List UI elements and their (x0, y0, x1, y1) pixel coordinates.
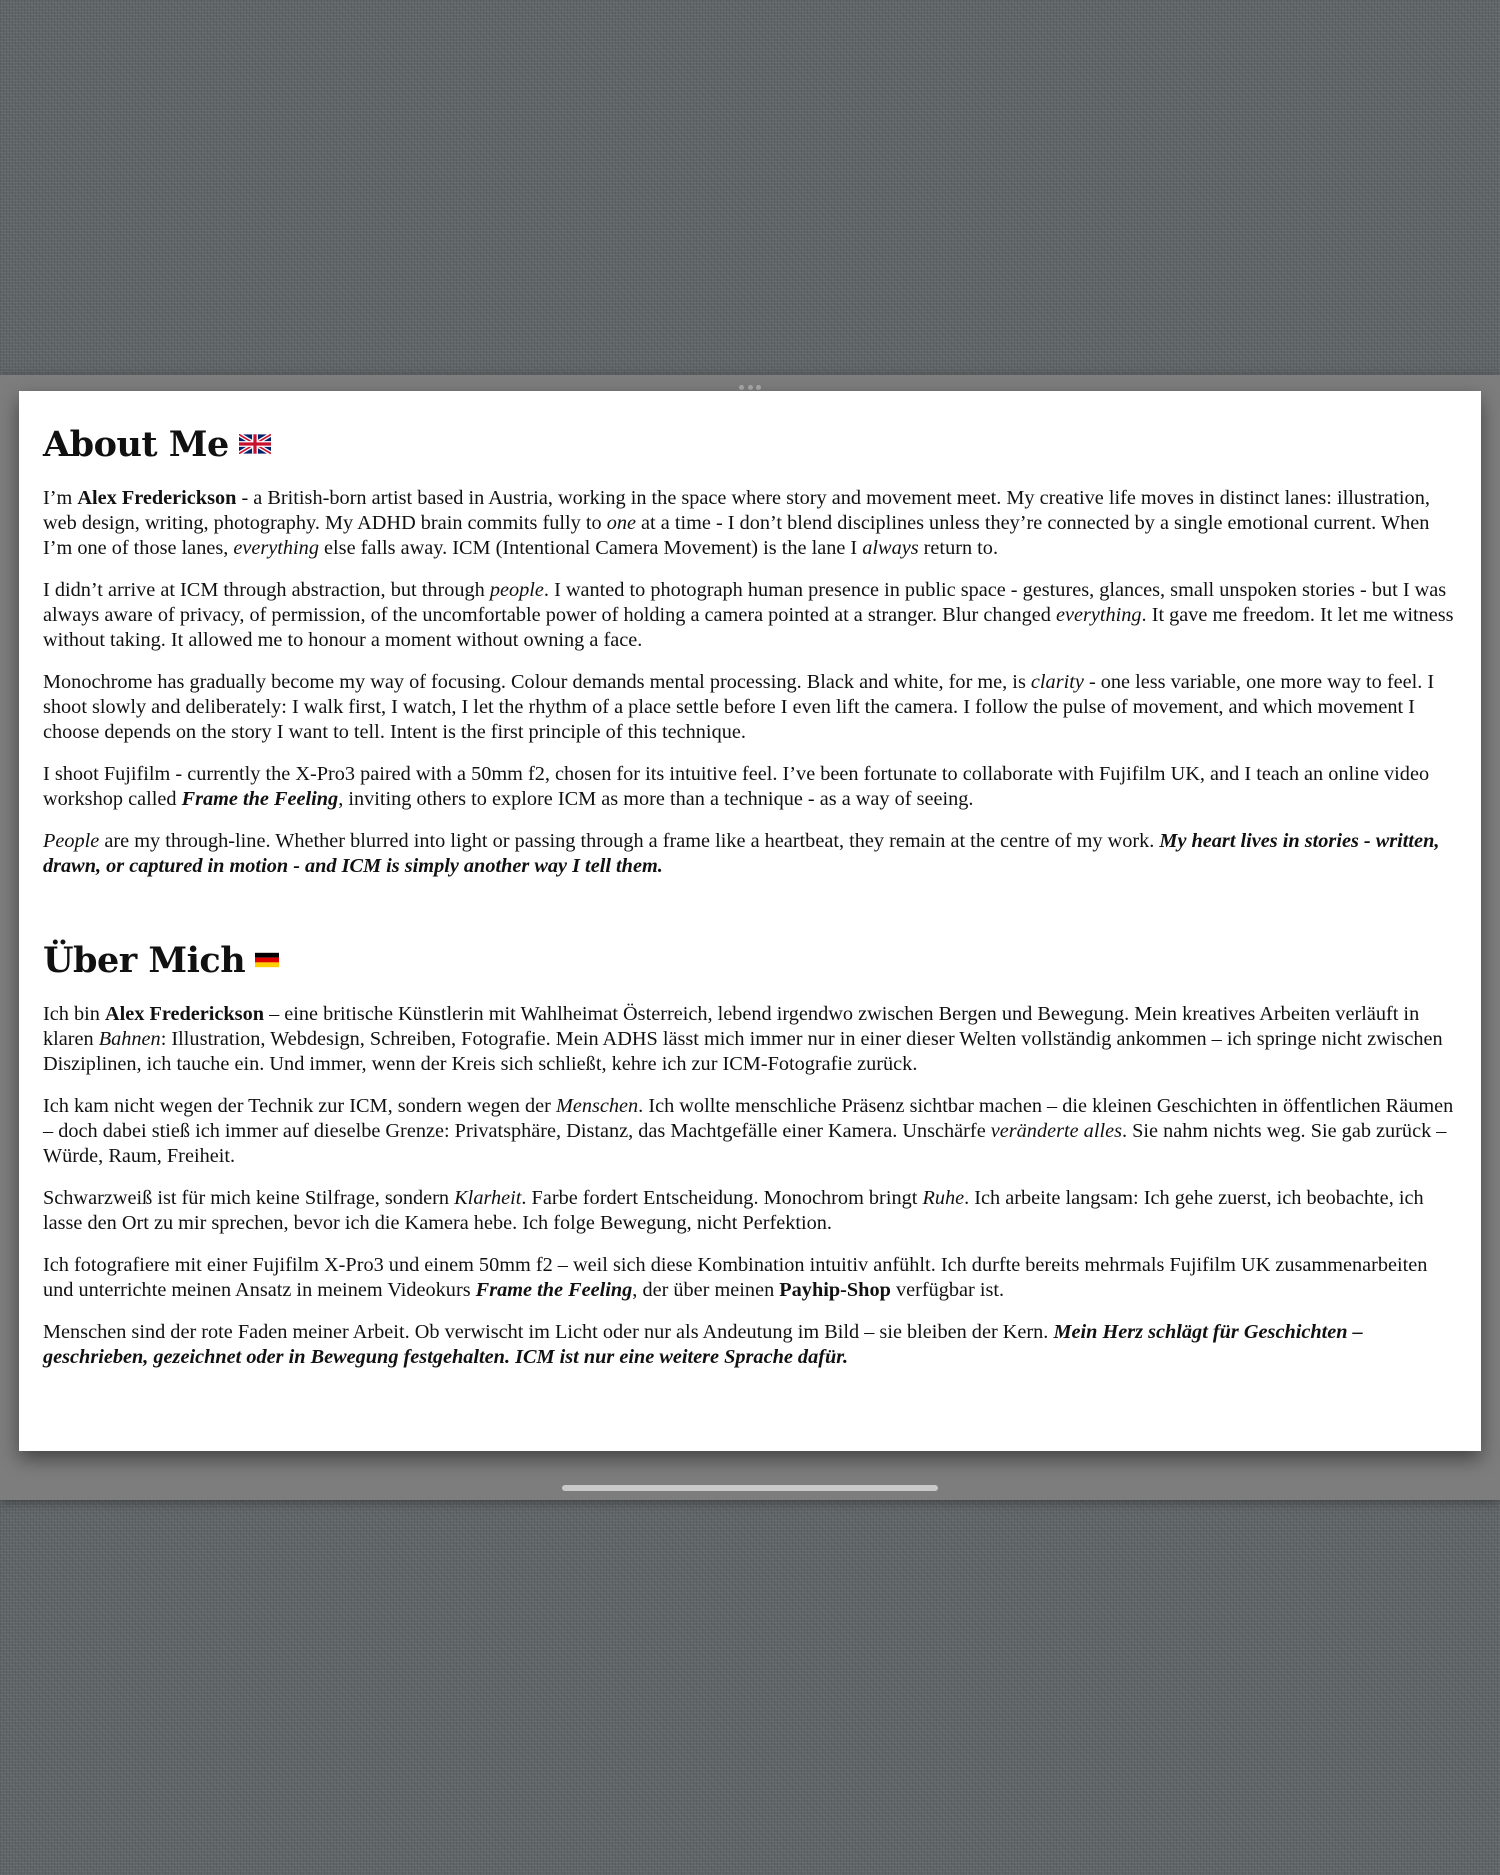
text-segment: - a British-born artist based in Austria, working in the space where story and movement meet. My creative life moves in distinct lanes: illustration, web design, writing, photography. My ADHD brain commits fully to (43, 487, 1430, 534)
ueber-paragraph-3 (43, 1186, 1459, 1236)
course-title: Frame the Feeling (181, 788, 339, 810)
emphasis: People (43, 830, 100, 852)
ueber-mich-heading (43, 939, 1459, 983)
text-segment: . Farbe fordert Entscheidung. Monochrom bringt (521, 1187, 923, 1209)
emphasis: Ruhe (922, 1187, 965, 1209)
closing-statement: Mein Herz schlägt für Geschichten – geschrieben, gezeichnet oder in Bewegung festgehalten. ICM ist nur eine weitere Sprache dafür. (43, 1321, 1363, 1368)
text-segment: , inviting others to explore ICM as more than a technique - as a way of seeing. (338, 788, 974, 810)
about-paragraph-3 (43, 670, 1459, 745)
text-segment: I didn’t arrive at ICM through abstraction, but through (43, 579, 490, 601)
emphasis: one (606, 512, 636, 534)
emphasis: clarity (1030, 671, 1084, 693)
text-segment: - one less variable, one more way to feel. I shoot slowly and deliberately: I walk first, I watch, I let the rhythm of a place settle before I even lift the camera. I follow the pulse of movement, and which movement I choose depends on the story I want to tell. Intent is the first principle of this technique. (43, 671, 1435, 743)
ueber-paragraph-1 (43, 1002, 1459, 1077)
text-segment: Ich fotografiere mit einer Fujifilm X-Pro3 und einem 50mm f2 – weil sich diese Kombination intuitiv anfühlt. Ich durfte bereits mehrmals Fujifilm UK zusammenarbeiten und unterrichte meinen Ansatz in meinem Videokurs (43, 1254, 1428, 1301)
text-segment: are my through-line. Whether blurred into light or passing through a frame like a heartbeat, they remain at the centre of my work. (99, 830, 1160, 852)
text-segment: verfügbar ist. (890, 1279, 1005, 1301)
text-segment: : Illustration, Webdesign, Schreiben, Fotografie. Mein ADHS lässt mich immer nur in einer dieser Welten vollständig ankommen – ich springe nicht zwischen Disziplinen, ich tauche ein. Und immer, wenn der Kreis sich schließt, kehre ich zur ICM-Fotografie zurück. (43, 1028, 1443, 1075)
germany-flag-icon (255, 952, 279, 968)
closing-statement: My heart lives in stories - written, drawn, or captured in motion - and ICM is simply another way I tell them. (43, 830, 1440, 877)
text-segment: Menschen sind der rote Faden meiner Arbeit. Ob verwischt im Licht oder nur als Andeutung im Bild – sie bleiben der Kern. (43, 1321, 1054, 1343)
text-segment: at a time - I don’t blend disciplines unless they’re connected by a single emotional current. When I’m one of those lanes, (43, 512, 1430, 559)
ueber-paragraph-4 (43, 1253, 1459, 1303)
emphasis: Bahnen (98, 1028, 161, 1050)
emphasis: Menschen (555, 1095, 639, 1117)
text-segment: Monochrome has gradually become my way of focusing. Colour demands mental processing. Black and white, for me, is (43, 671, 1031, 693)
text-segment: . Sie nahm nichts weg. Sie gab zurück – Würde, Raum, Freiheit. (43, 1120, 1447, 1167)
text-segment: – eine britische Künstlerin mit Wahlheimat Österreich, lebend irgendwo zwischen Bergen und Bewegung. Mein kreatives Arbeiten verläuft in klaren (43, 1003, 1420, 1050)
text-segment: I’m (43, 487, 78, 509)
text-segment: Ich kam nicht wegen der Technik zur ICM, sondern wegen der (43, 1095, 556, 1117)
text-segment: . Ich arbeite langsam: Ich gehe zuerst, ich beobachte, ich lasse den Ort zu mir sprechen, bevor ich die Kamera hebe. Ich folge Bewegung, nicht Perfektion. (43, 1187, 1424, 1234)
drag-handle-dot (748, 385, 753, 390)
about-paragraph-2 (43, 578, 1459, 653)
emphasis: people (489, 579, 544, 601)
about-paragraph-1 (43, 486, 1459, 561)
text-segment: return to. (918, 537, 999, 559)
ueber-paragraph-5 (43, 1320, 1459, 1370)
drag-handle-dot (756, 385, 761, 390)
text-segment: Ich bin (43, 1003, 105, 1025)
ueber-mich-heading-text: Über Mich (43, 940, 246, 981)
about-heading (43, 423, 1459, 467)
text-segment: Schwarzweiß ist für mich keine Stilfrage, sondern (43, 1187, 455, 1209)
text-segment: else falls away. ICM (Intentional Camera Movement) is the lane I (318, 537, 863, 559)
ueber-paragraph-2 (43, 1094, 1459, 1169)
emphasis: Klarheit (454, 1187, 522, 1209)
text-segment: . I wanted to photograph human presence in public space - gestures, glances, small unspoken stories - but I was always aware of privacy, of permission, of the uncomfortable power of holding a camera pointed at a stranger. Blur changed (43, 579, 1447, 626)
emphasis: always (862, 537, 919, 559)
text-segment: , der über meinen (632, 1279, 780, 1301)
payhip-shop-text: Payhip-Shop (779, 1279, 891, 1301)
home-indicator[interactable] (562, 1485, 938, 1491)
course-title: Frame the Feeling (475, 1279, 633, 1301)
emphasis: everything (1055, 604, 1142, 626)
artist-name: Alex Frederickson (77, 487, 237, 509)
text-segment: . It gave me freedom. It let me witness without taking. It allowed me to honour a moment without owning a face. (43, 604, 1454, 651)
about-heading-text: About Me (43, 424, 229, 465)
about-paragraph-5 (43, 829, 1459, 879)
about-card (19, 391, 1481, 1451)
artist-name: Alex Frederickson (104, 1003, 264, 1025)
text-segment: . Ich wollte menschliche Präsenz sichtbar machen – die kleinen Geschichten in öffentlichen Räumen – doch dabei stieß ich immer auf dieselbe Grenze: Privatsphäre, Distanz, das Machtgefälle einer Kamera. Unschärfe (43, 1095, 1454, 1142)
text-segment: I shoot Fujifilm - currently the X-Pro3 paired with a 50mm f2, chosen for its intuitive feel. I’ve been fortunate to collaborate with Fujifilm UK, and I teach an online video workshop called (43, 763, 1430, 810)
drag-handle-dot (739, 385, 744, 390)
emphasis: veränderte alles (990, 1120, 1122, 1142)
about-paragraph-4 (43, 762, 1459, 812)
uk-flag-icon (239, 434, 271, 454)
emphasis: everything (233, 537, 319, 559)
